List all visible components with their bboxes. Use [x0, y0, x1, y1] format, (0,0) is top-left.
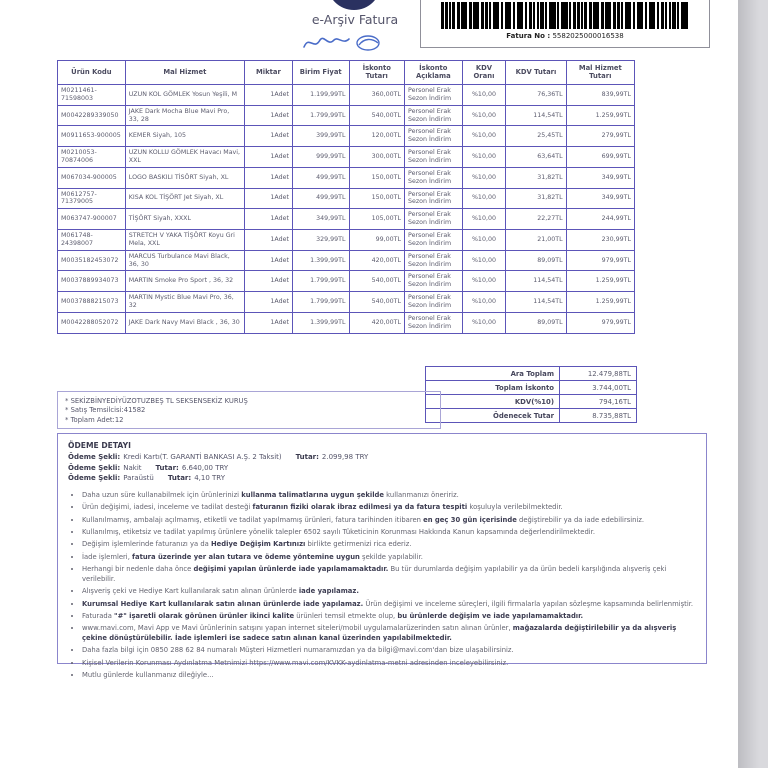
totals-row: [425, 366, 637, 381]
column-header: İskonto Açıklama: [405, 61, 463, 85]
table-cell: %10,00: [462, 292, 506, 313]
column-header: Miktar: [244, 61, 292, 85]
table-cell: 1.799,99TL: [292, 105, 349, 126]
barcode-panel: [420, 0, 710, 48]
totals-label: Ara Toplam: [510, 369, 554, 378]
signature: [300, 30, 392, 60]
table-cell: %10,00: [462, 126, 506, 147]
text-segment: Kullanılmış, etiketsiz ve tadilat yapılmış ürünlere yönelik talepler 6502 sayılı Tüketicinin Korunması Hakkında Kanun kapsamında değerlendirilmektedir.: [82, 528, 595, 537]
brand-logo: [327, 0, 381, 10]
text-segment: iade yapılamaz.: [298, 587, 359, 596]
table-cell: M061748-24398007: [58, 230, 126, 251]
table-cell: 300,00TL: [349, 147, 404, 168]
table-cell: 1Adet: [244, 84, 292, 105]
table-cell: 1Adet: [244, 147, 292, 168]
table-cell: M063747-900007: [58, 209, 126, 230]
table-cell: 329,99TL: [292, 230, 349, 251]
table-cell: 279,99TL: [566, 126, 634, 147]
table-cell: %10,00: [462, 209, 506, 230]
text-segment: bu ürünlerde değişim ve iade yapılamamaktadır.: [397, 611, 584, 620]
payment-details-title: ÖDEME DETAYI: [68, 441, 131, 450]
table-row: [58, 188, 635, 209]
terms-bullet: [82, 491, 696, 501]
terms-bullet: [82, 553, 696, 563]
payment-amount-label: Tutar:: [295, 453, 319, 461]
table-row: [58, 271, 635, 292]
terms-bullet: [82, 612, 696, 622]
text-segment: kullanma talimatlarına uygun şekilde: [241, 491, 385, 499]
column-header: Ürün Kodu: [58, 61, 126, 85]
table-cell: M0211461-71598003: [58, 84, 126, 105]
totals-row: [425, 380, 637, 395]
table-cell: %10,00: [462, 230, 506, 251]
table-cell: MARTIN Smoke Pro Sport , 36, 32: [125, 271, 244, 292]
table-cell: 1.259,99TL: [566, 105, 634, 126]
terms-bullet: [82, 565, 696, 585]
terms-bullet: [82, 624, 696, 644]
text-segment: Alışveriş çeki ve Hediye Kart kullanılarak satın alınan ürünlerde: [82, 587, 299, 596]
table-cell: UZUN KOLLU GÖMLEK Havacı Mavi, XXL: [125, 147, 244, 168]
text-segment: Daha uzun süre kullanabilmek için ürünlerinizi: [82, 491, 242, 499]
text-segment: Bu tür durumlarda değişim yapılabilir ya da ürün bedeli karşılığında alışveriş çeki verilebilir.: [82, 565, 667, 583]
text-segment: Kullanılmamış, ambalajı açılmamış, etiketli ve tadilat yapılmamış ürünleri, fatura tarihinden itibaren: [82, 515, 424, 524]
table-cell: Personel Erak Sezon İndirim: [405, 84, 463, 105]
table-row: [58, 292, 635, 313]
table-cell: 1Adet: [244, 312, 292, 333]
table-row: [58, 250, 635, 271]
table-cell: %10,00: [462, 188, 506, 209]
table-cell: M0035182453072: [58, 250, 126, 271]
table-cell: 349,99TL: [566, 188, 634, 209]
terms-bullet: [82, 528, 696, 538]
text-segment: Mutlu günlerde kullanmanız dileğiyle...: [82, 671, 214, 680]
text-segment: faturanın fiziki olarak ibraz edilmesi ya da fatura tespiti: [252, 503, 468, 512]
payment-amount: 2.099,98 TRY: [321, 453, 369, 461]
table-cell: MARTIN Mystic Blue Mavi Pro, 36, 32: [125, 292, 244, 313]
table-cell: %10,00: [462, 271, 506, 292]
text-segment: Hediye Değişim Kartınızı: [210, 540, 306, 549]
text-segment: Daha fazla bilgi için 0850 288 62 84 numaralı Müşteri Hizmetleri numaramızdan ya da bilgi@mavi.com'dan bize ulaşabilirsiniz.: [82, 646, 514, 655]
column-header: Mal Hizmet: [125, 61, 244, 85]
payment-line: [68, 464, 696, 472]
table-cell: Personel Erak Sezon İndirim: [405, 147, 463, 168]
table-cell: 76,36TL: [506, 84, 566, 105]
items-table-header-row: [58, 61, 635, 85]
table-cell: 1Adet: [244, 126, 292, 147]
table-cell: 1.199,99TL: [292, 84, 349, 105]
totals-value: 8.735,88TL: [559, 409, 636, 422]
terms-bullet: [82, 503, 696, 513]
text-segment: fatura üzerinde yer alan tutara ve ödeme yöntemine uygun: [132, 552, 360, 561]
table-cell: M0210053-70874006: [58, 147, 126, 168]
table-cell: 420,00TL: [349, 312, 404, 333]
text-segment: Herhangi bir nedenle daha önce: [82, 565, 194, 574]
table-cell: 99,00TL: [349, 230, 404, 251]
totals-label: Ödenecek Tutar: [493, 411, 554, 420]
payment-method: Paraüstü: [123, 474, 154, 482]
table-cell: %10,00: [462, 84, 506, 105]
table-cell: %10,00: [462, 147, 506, 168]
table-cell: 150,00TL: [349, 188, 404, 209]
table-cell: 1.399,99TL: [292, 250, 349, 271]
document-type-title: e-Arşiv Fatura: [311, 12, 399, 27]
table-cell: M0612757-71379005: [58, 188, 126, 209]
payment-line: [68, 453, 696, 461]
table-cell: TİŞÖRT Siyah, XXXL: [125, 209, 244, 230]
table-row: [58, 126, 635, 147]
table-cell: MARCUS Turbulance Mavi Black, 36, 30: [125, 250, 244, 271]
column-header: KDV Tutarı: [506, 61, 566, 85]
starred-note: * Satış Temsilcisi:41582: [65, 406, 433, 414]
table-cell: 150,00TL: [349, 167, 404, 188]
column-header: İskonto Tutarı: [349, 61, 404, 85]
table-cell: 540,00TL: [349, 105, 404, 126]
table-cell: Personel Erak Sezon İndirim: [405, 167, 463, 188]
invoice-number-value: 5582025000016538: [552, 32, 624, 40]
table-cell: %10,00: [462, 105, 506, 126]
table-cell: %10,00: [462, 312, 506, 333]
text-segment: Ürün değişimi ve inceleme süreçleri, ilgili firmalarla yapılan sözleşme kapsamında belirlenmiştir.: [363, 599, 694, 608]
table-cell: 1.399,99TL: [292, 312, 349, 333]
payment-line: [68, 474, 696, 482]
text-segment: birlikte getirmenizi rica ederiz.: [305, 540, 412, 549]
table-cell: %10,00: [462, 250, 506, 271]
table-cell: 540,00TL: [349, 271, 404, 292]
totals-label: Toplam İskonto: [495, 383, 554, 392]
text-segment: İade işlemleri,: [82, 552, 133, 561]
column-header: KDV Oranı: [462, 61, 506, 85]
totals-value: 12.479,88TL: [559, 367, 636, 380]
scan-edge-strip: [738, 0, 768, 768]
text-segment: kullanmanızı öneririz.: [384, 491, 459, 499]
table-cell: 63,64TL: [506, 147, 566, 168]
table-cell: 114,54TL: [506, 292, 566, 313]
line-items-table: [57, 60, 635, 334]
table-cell: 114,54TL: [506, 105, 566, 126]
table-cell: 25,45TL: [506, 126, 566, 147]
table-row: [58, 105, 635, 126]
table-cell: STRETCH V YAKA TİŞÖRT Koyu Gri Mela, XXL: [125, 230, 244, 251]
table-cell: 1Adet: [244, 271, 292, 292]
table-cell: %10,00: [462, 167, 506, 188]
text-segment: mağazalarda değiştirilebilir ya da alışveriş çekine dönüştürülebilir. İade işlemleri ise sadece satın alınan kanal üzerinden yapılabilmektedir.: [82, 624, 677, 643]
totals-label: KDV(%10): [514, 397, 554, 406]
table-cell: Personel Erak Sezon İndirim: [405, 250, 463, 271]
table-cell: 360,00TL: [349, 84, 404, 105]
column-header: Mal Hizmet Tutarı: [566, 61, 634, 85]
payment-method-label: Ödeme Şekli:: [68, 453, 121, 461]
table-cell: Personel Erak Sezon İndirim: [405, 312, 463, 333]
text-segment: en geç 30 gün içerisinde: [423, 515, 517, 524]
payment-method-label: Ödeme Şekli:: [68, 474, 121, 482]
table-row: [58, 147, 635, 168]
text-segment: Değişim işlemlerinde faturanızı ya da: [82, 540, 211, 549]
payment-amount-label: Tutar:: [167, 474, 192, 482]
totals-row: [425, 394, 637, 409]
text-segment: "#" işaretli olarak görünen ürünler ikinci kalite: [114, 611, 295, 620]
table-row: [58, 312, 635, 333]
terms-bullet: [82, 659, 696, 669]
table-cell: KEMER Siyah, 105: [125, 126, 244, 147]
table-cell: 699,99TL: [566, 147, 634, 168]
table-cell: 1.259,99TL: [566, 292, 634, 313]
table-cell: M0037889934073: [58, 271, 126, 292]
terms-bullet: [82, 671, 696, 681]
table-cell: 349,99TL: [566, 167, 634, 188]
table-row: [58, 84, 635, 105]
table-cell: LOGO BASKILI TİSÖRT Siyah, XL: [125, 167, 244, 188]
table-cell: 979,99TL: [566, 250, 634, 271]
payment-method-label: Ödeme Şekli:: [68, 463, 121, 472]
table-cell: M0037888215073: [58, 292, 126, 313]
table-cell: Personel Erak Sezon İndirim: [405, 188, 463, 209]
text-segment: değişimi yapılan ürünlerde iade yapılamamaktadır.: [193, 565, 389, 574]
items-table-body: [58, 84, 635, 333]
column-header: Birim Fiyat: [292, 61, 349, 85]
table-cell: Personel Erak Sezon İndirim: [405, 271, 463, 292]
table-cell: 979,99TL: [566, 312, 634, 333]
payment-and-terms-panel: [57, 433, 707, 680]
payment-method: Nakit: [123, 463, 142, 472]
table-cell: 1.799,99TL: [292, 292, 349, 313]
table-cell: M0042288052072: [58, 312, 126, 333]
table-cell: JAKE Dark Mocha Blue Mavi Pro, 33, 28: [125, 105, 244, 126]
payment-amount: 6.640,00 TRY: [181, 463, 229, 472]
table-cell: 499,99TL: [292, 188, 349, 209]
table-cell: 839,99TL: [566, 84, 634, 105]
terms-bullet: [82, 540, 696, 550]
text-segment: www.mavi.com, Mavi App ve Mavi ürünlerinin satışını yapan internet siteleri/mobil uygulamalarüzerinden satın alınan ürünler,: [82, 624, 513, 633]
table-cell: 399,99TL: [292, 126, 349, 147]
table-row: [58, 209, 635, 230]
table-cell: 1Adet: [244, 167, 292, 188]
table-cell: 499,99TL: [292, 167, 349, 188]
table-cell: 1Adet: [244, 188, 292, 209]
table-cell: M067034-900005: [58, 167, 126, 188]
text-segment: Kurumsal Hediye Kart kullanılarak satın alınan ürünlerde iade yapılamaz.: [82, 599, 364, 608]
starred-note: * SEKİZBİNYEDİYÜZOTUZBEŞ TL SEKSENSEKİZ KURUŞ: [65, 397, 433, 405]
table-cell: Personel Erak Sezon İndirim: [405, 230, 463, 251]
totals-table: [425, 367, 637, 423]
table-cell: 230,99TL: [566, 230, 634, 251]
terms-bullet: [82, 587, 696, 597]
table-cell: 31,82TL: [506, 188, 566, 209]
text-segment: Faturada: [82, 611, 115, 620]
table-cell: Personel Erak Sezon İndirim: [405, 126, 463, 147]
totals-value: 3.744,00TL: [559, 381, 636, 394]
table-cell: 420,00TL: [349, 250, 404, 271]
payment-method: Kredi Kartı(T. GARANTİ BANKASI A.Ş. 2 Taksit): [123, 453, 282, 461]
text-segment: şekilde yapılabilir.: [359, 552, 423, 561]
table-cell: 31,82TL: [506, 167, 566, 188]
payment-amount-label: Tutar:: [155, 463, 179, 472]
table-cell: 1Adet: [244, 292, 292, 313]
text-segment: koşuluyla verilebilmektedir.: [467, 503, 563, 512]
terms-bullet: [82, 516, 696, 526]
table-cell: Personel Erak Sezon İndirim: [405, 105, 463, 126]
table-cell: 1Adet: [244, 105, 292, 126]
payment-amount: 4,10 TRY: [194, 474, 225, 482]
totals-row: [425, 408, 637, 423]
text-segment: Ürün değişimi, iadesi, inceleme ve tadilat desteği: [82, 503, 253, 512]
table-cell: 1Adet: [244, 230, 292, 251]
table-cell: 1.799,99TL: [292, 271, 349, 292]
table-cell: 22,27TL: [506, 209, 566, 230]
starred-note: * Toplam Adet:12: [65, 416, 433, 424]
table-cell: 120,00TL: [349, 126, 404, 147]
table-cell: UZUN KOL GÖMLEK Yosun Yeşili, M: [125, 84, 244, 105]
table-cell: M0911653-900005: [58, 126, 126, 147]
table-cell: Personel Erak Sezon İndirim: [405, 209, 463, 230]
invoice-number-label: Fatura No :: [506, 32, 551, 40]
table-cell: JAKE Dark Navy Mavi Black , 36, 30: [125, 312, 244, 333]
table-cell: 349,99TL: [292, 209, 349, 230]
table-cell: KISA KOL TİŞÖRT Jet Siyah, XL: [125, 188, 244, 209]
table-row: [58, 167, 635, 188]
table-cell: M0042289339050: [58, 105, 126, 126]
barcode-image: [441, 2, 689, 29]
text-segment: değiştirebilir ya da iade edebilirsiniz.: [516, 515, 645, 524]
terms-bullet: [82, 600, 696, 610]
table-cell: 1Adet: [244, 209, 292, 230]
starred-notes: [57, 391, 441, 429]
table-cell: 114,54TL: [506, 271, 566, 292]
totals-value: 794,16TL: [559, 395, 636, 408]
table-cell: 540,00TL: [349, 292, 404, 313]
table-cell: 999,99TL: [292, 147, 349, 168]
invoice-number-line: [421, 32, 709, 40]
text-segment: Kişisel Verilerin Korunması Aydınlatma Metnimizi https://www.mavi.com/KVKK-aydinlatma-metni adresinden inceleyebilirsiniz.: [82, 658, 509, 667]
terms-bullet: [82, 646, 696, 656]
payment-lines: [68, 453, 696, 482]
table-cell: Personel Erak Sezon İndirim: [405, 292, 463, 313]
table-cell: 89,09TL: [506, 312, 566, 333]
table-cell: 21,00TL: [506, 230, 566, 251]
table-cell: 1.259,99TL: [566, 271, 634, 292]
table-cell: 89,09TL: [506, 250, 566, 271]
table-cell: 105,00TL: [349, 209, 404, 230]
table-cell: 244,99TL: [566, 209, 634, 230]
table-row: [58, 230, 635, 251]
terms-list: [82, 491, 696, 681]
table-cell: 1Adet: [244, 250, 292, 271]
text-segment: ürünleri temsil etmekte olup,: [294, 611, 398, 620]
